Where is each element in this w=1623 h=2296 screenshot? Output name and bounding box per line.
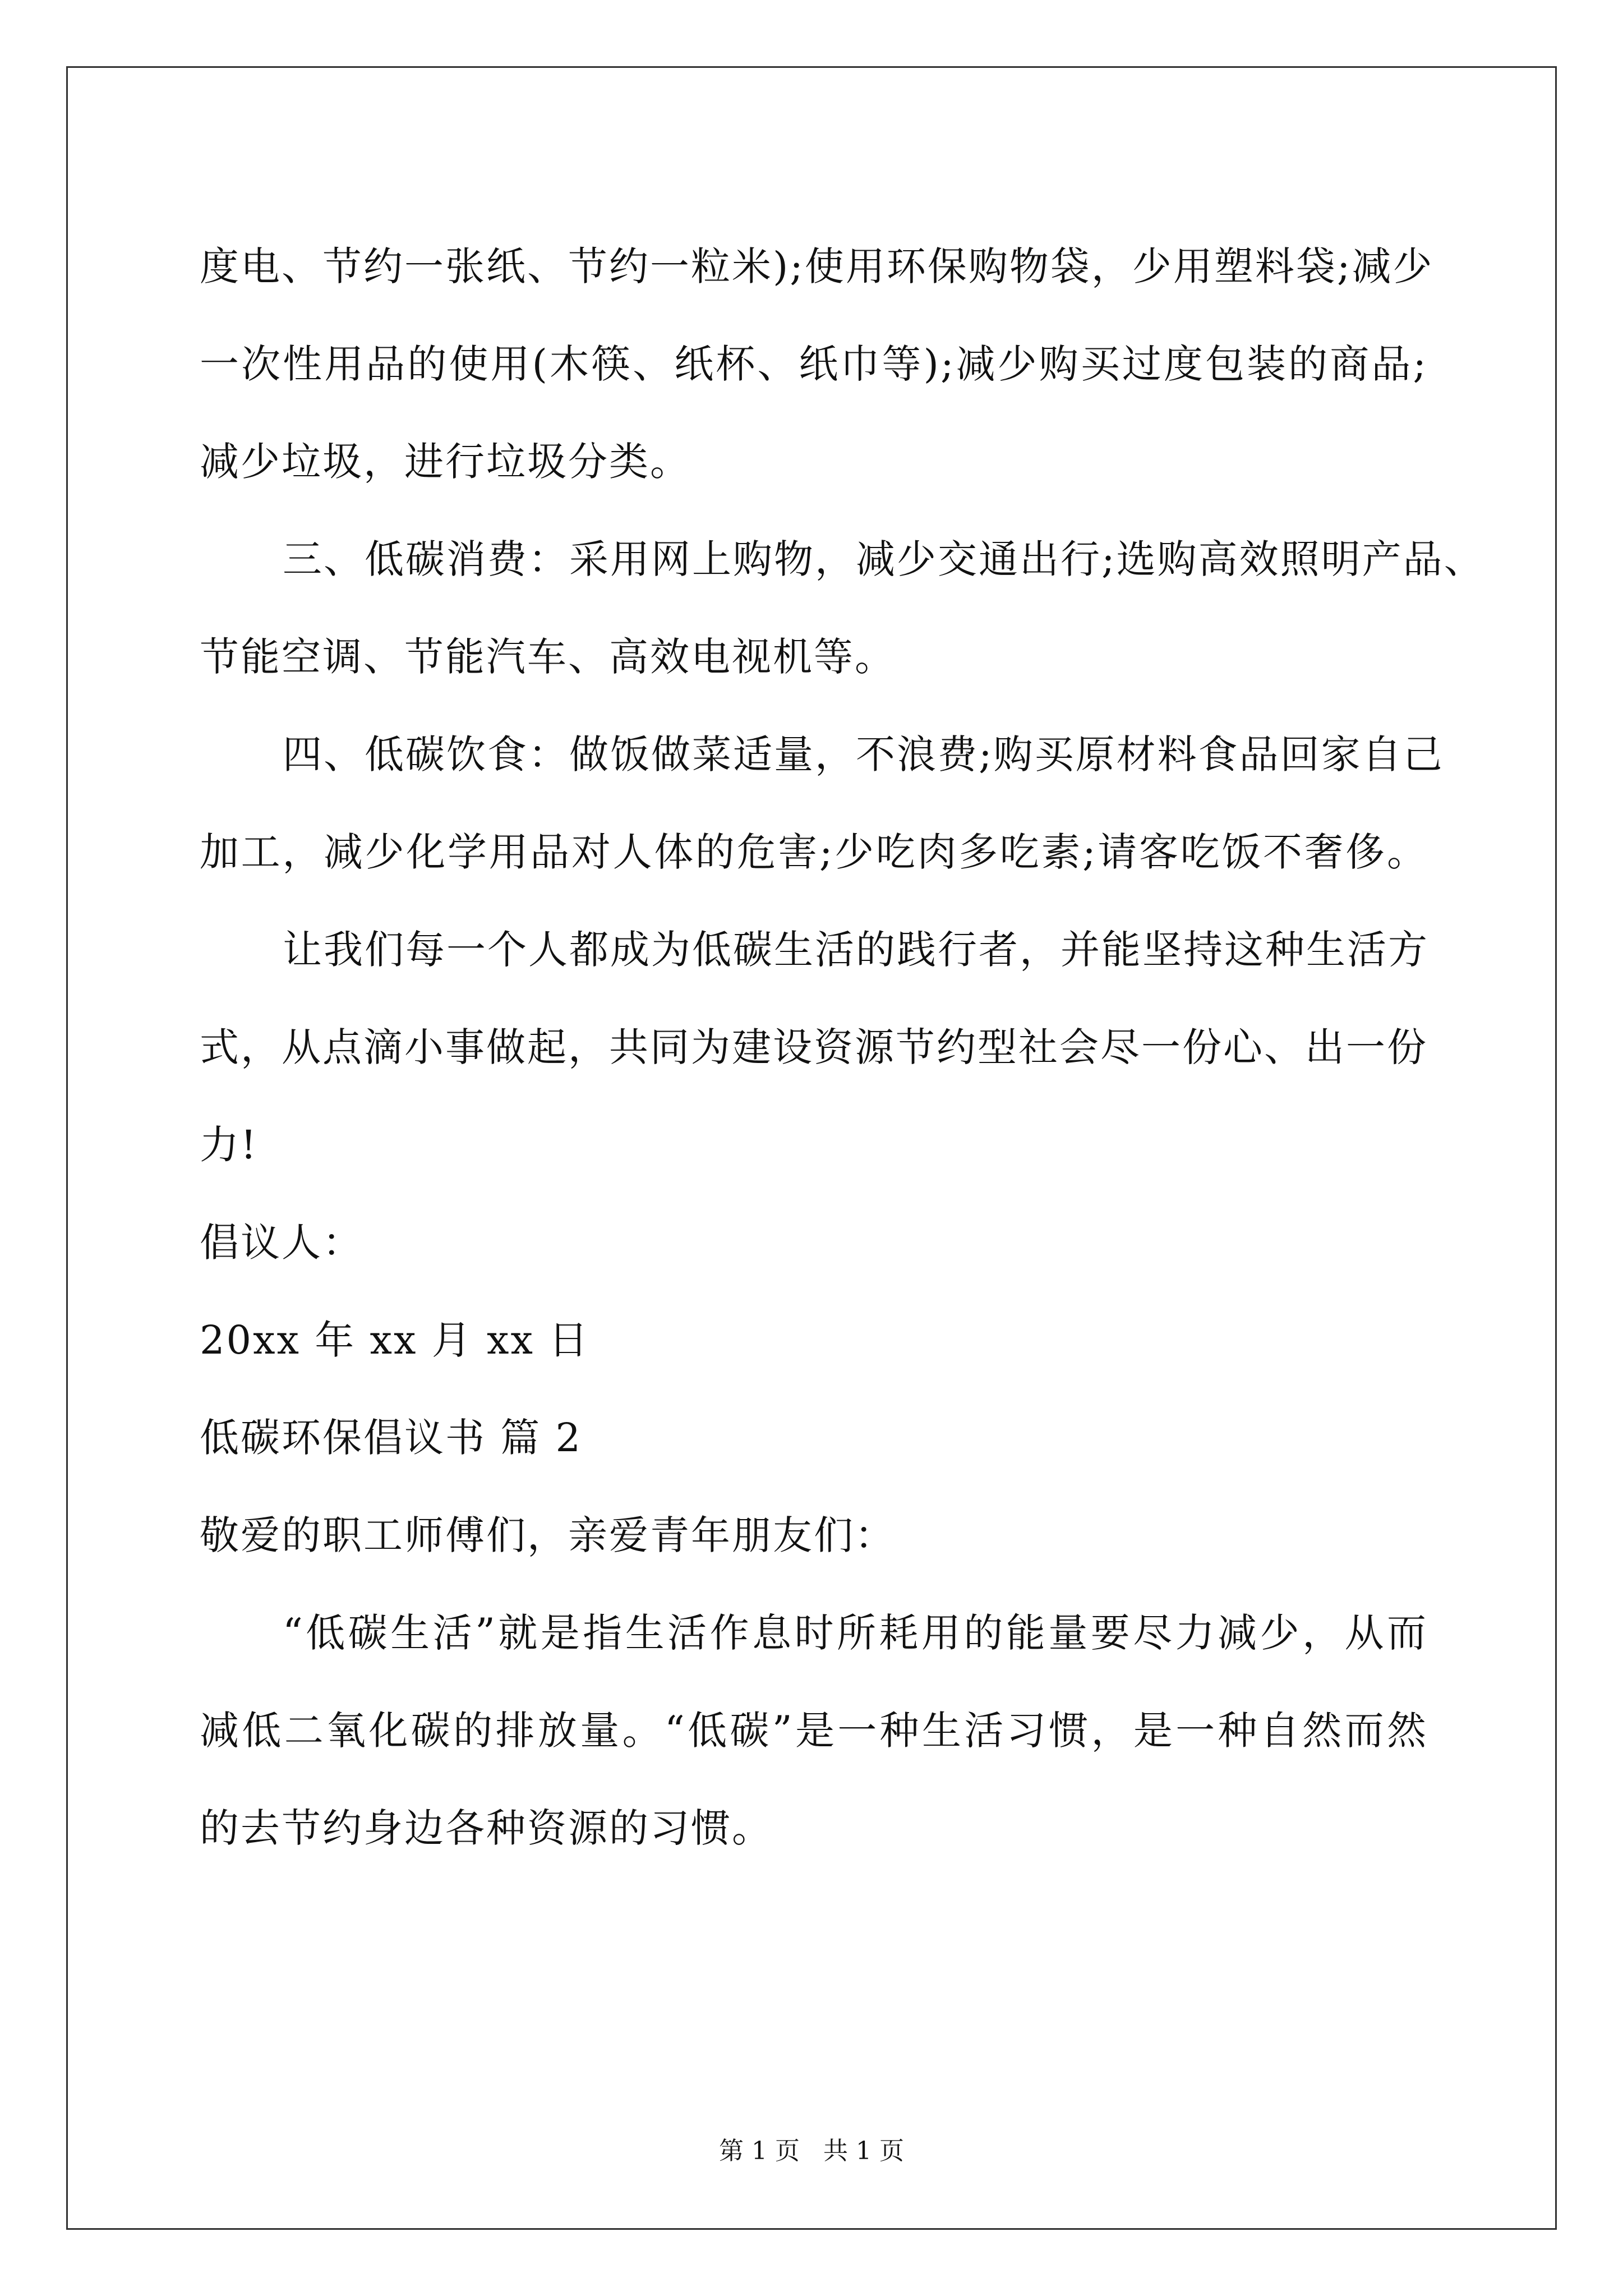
text-line-2: 一次性用品的使用(木筷、纸杯、纸巾等);减少购买过度包装的商品; (200, 341, 1428, 387)
date-line: 20xx 年 xx 月 xx 日 (200, 1317, 590, 1363)
text-line-1: 度电、节约一张纸、节约一粒米);使用环保购物袋，少用塑料袋;减少 (200, 243, 1434, 289)
page-total: 共 1 页 (823, 2137, 904, 2165)
page-number: 第 1 页 (719, 2137, 800, 2165)
text-line-17: 的去节约身边各种资源的习惯。 (200, 1805, 773, 1851)
document-body (200, 218, 1485, 1877)
text-line-10: 力! (200, 1122, 259, 1168)
text-line-15: “低碳生活”就是指生活作息时所耗用的能量要尽力减少，从而 (283, 1610, 1428, 1656)
signatory-label: 倡议人： (200, 1220, 363, 1266)
section-heading: 低碳环保倡议书 篇 2 (200, 1415, 583, 1461)
text-line-16: 减低二氧化碳的排放量。“低碳”是一种生活习惯，是一种自然而然 (200, 1708, 1428, 1754)
page-footer (0, 2134, 1623, 2168)
text-line-9: 式，从点滴小事做起，共同为建设资源节约型社会尽一份心、出一份 (200, 1024, 1428, 1070)
text-line-6: 四、低碳饮食：做饭做菜适量，不浪费;购买原材料食品回家自己 (283, 731, 1444, 777)
salutation: 敬爱的职工师傅们，亲爱青年朋友们： (200, 1512, 896, 1558)
text-line-5: 节能空调、节能汽车、高效电视机等。 (200, 634, 896, 680)
text-line-3: 减少垃圾，进行垃圾分类。 (200, 439, 691, 485)
text-line-4: 三、低碳消费：采用网上购物，减少交通出行;选购高效照明产品、 (283, 536, 1485, 582)
text-line-8: 让我们每一个人都成为低碳生活的践行者，并能坚持这种生活方 (283, 927, 1429, 973)
text-line-7: 加工，减少化学用品对人体的危害;少吃肉多吃素;请客吃饭不奢侈。 (200, 829, 1428, 875)
